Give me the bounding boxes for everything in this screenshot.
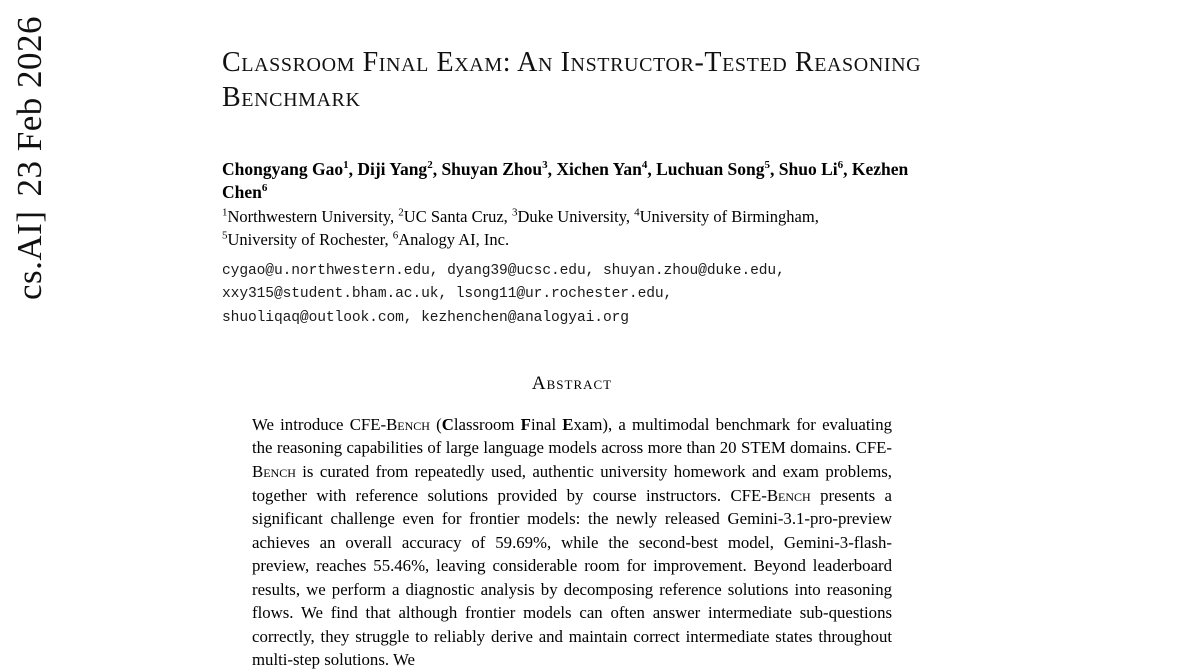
author-list: Chongyang Gao$^1$, Diji Yang$^2$, Shuyan Zhou$^3$, Xichen Yan$^4$, Luchuan Song$^5$, Shuo Li$^6$, Kezhen Chen$^6$ <box>222 158 909 203</box>
arxiv-category-label: cs.AI] <box>10 210 49 300</box>
arxiv-vertical-stamp <box>10 0 50 300</box>
email-line: cygao@u.northwestern.edu, dyang39@ucsc.edu, shuyan.zhou@duke.edu, <box>222 262 785 279</box>
abstract-body: We introduce CFE-Bench (Classroom Final Exam), a multimodal benchmark for evaluating the reasoning capabilities of large language models across more than 20 STEM domains. CFE-Bench is curated from repeatedly used, authentic university homework and exam problems, together with reference solutions provided by course instructors. CFE-Bench presents a significant challenge even for frontier models: the newly released Gemini-3.1-pro-preview achieves an overall accuracy of 59.69%, while the second-best model, Gemini-3-flash-preview, reaches 55.46%, leaving considerable room for improvement. Beyond leaderboard results, we perform a diagnostic analysis by decomposing reference solutions into reasoning flows. We find that although frontier models can often answer intermediate sub-questions correctly, they struggle to reliably derive and maintain correct intermediate states throughout multi-step solutions. We <box>252 414 892 670</box>
affiliation-line-2: $^5$University of Rochester, $^6$Analogy AI, Inc. <box>222 229 510 250</box>
contact-emails <box>222 260 922 331</box>
email-line: xxy315@student.bham.ac.uk, lsong11@ur.rochester.edu, <box>222 286 673 303</box>
page-title: Classroom Final Exam: An Instructor-Tested Reasoning Benchmark <box>222 47 922 114</box>
arxiv-date-label: 23 Feb 2026 <box>10 16 49 197</box>
affiliation-line-1: $^1$Northwestern University, $^2$UC Santa Cruz, $^3$Duke University, $^4$University of Birmingham, <box>222 206 819 226</box>
paper-page <box>222 0 922 670</box>
abstract-heading: Abstract <box>531 372 613 394</box>
email-line: shuoliqaq@outlook.com, kezhenchen@analogyai.org <box>222 310 629 327</box>
